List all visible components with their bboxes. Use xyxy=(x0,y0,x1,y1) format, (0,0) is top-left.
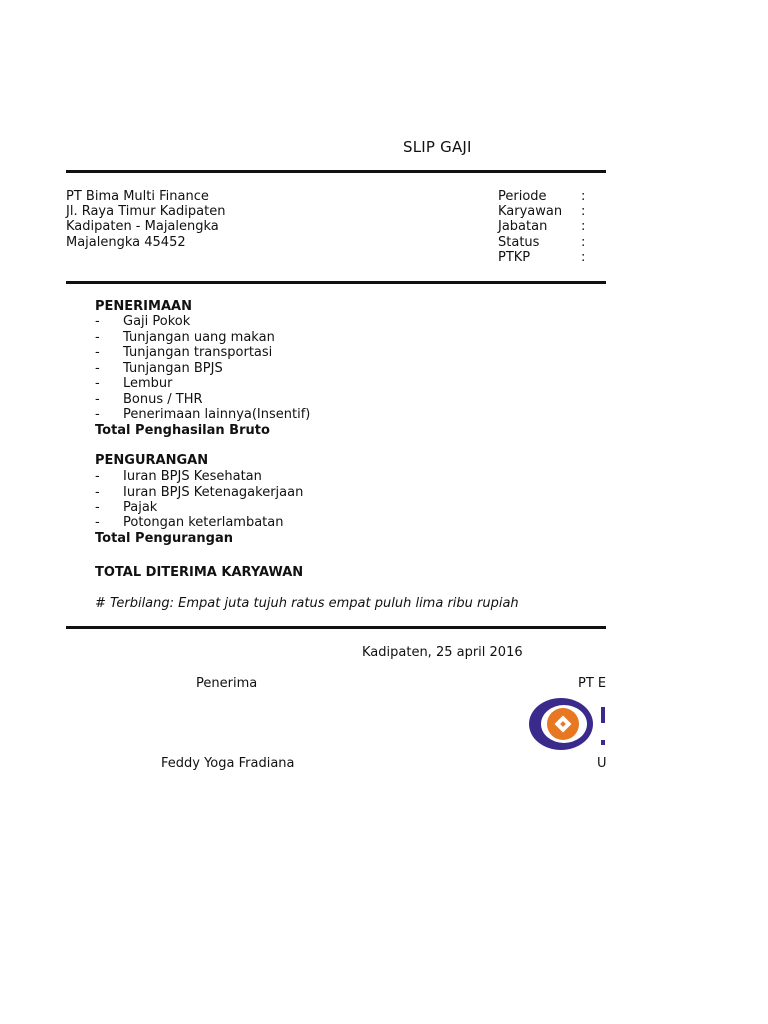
logo-wordmark-stroke xyxy=(601,707,605,723)
info-colon: : xyxy=(581,250,586,265)
earning-tunjangan-transportasi: Tunjangan transportasi xyxy=(123,345,273,360)
logo-wordmark-stroke xyxy=(601,740,605,745)
company-logo xyxy=(528,695,608,753)
info-colon: : xyxy=(581,235,586,250)
footer-divider xyxy=(66,626,606,629)
list-bullet: - xyxy=(95,500,100,515)
info-label-ptkp: PTKP xyxy=(498,250,531,265)
company-address-line3: Majalengka 45452 xyxy=(66,235,186,250)
earnings-total-label: Total Penghasilan Bruto xyxy=(95,423,270,438)
list-bullet: - xyxy=(95,376,100,391)
list-bullet: - xyxy=(95,392,100,407)
info-colon: : xyxy=(581,204,586,219)
info-colon: : xyxy=(581,219,586,234)
company-signature-label: PT E xyxy=(578,676,607,691)
top-divider xyxy=(66,170,606,173)
info-label-jabatan: Jabatan xyxy=(498,219,548,234)
document-title: SLIP GAJI xyxy=(403,138,472,156)
list-bullet: - xyxy=(95,330,100,345)
list-bullet: - xyxy=(95,407,100,422)
list-bullet: - xyxy=(95,485,100,500)
list-bullet: - xyxy=(95,515,100,530)
earning-tunjangan-makan: Tunjangan uang makan xyxy=(123,330,275,345)
earnings-heading: PENERIMAAN xyxy=(95,299,192,314)
receiver-label: Penerima xyxy=(196,676,258,691)
net-total-label: TOTAL DITERIMA KARYAWAN xyxy=(95,565,304,580)
earning-gaji-pokok: Gaji Pokok xyxy=(123,314,191,329)
earning-penerimaan-lainnya: Penerimaan lainnya(Insentif) xyxy=(123,407,311,422)
place-and-date: Kadipaten, 25 april 2016 xyxy=(362,645,523,660)
deduction-bpjs-kesehatan: Iuran BPJS Kesehatan xyxy=(123,469,262,484)
earning-bonus-thr: Bonus / THR xyxy=(123,392,203,407)
earning-tunjangan-bpjs: Tunjangan BPJS xyxy=(123,361,223,376)
deduction-bpjs-ketenagakerjaan: Iuran BPJS Ketenagakerjaan xyxy=(123,485,304,500)
info-label-status: Status xyxy=(498,235,540,250)
company-address-line1: Jl. Raya Timur Kadipaten xyxy=(66,204,226,219)
list-bullet: - xyxy=(95,345,100,360)
list-bullet: - xyxy=(95,469,100,484)
company-signer-name: U xyxy=(597,756,607,771)
list-bullet: - xyxy=(95,314,100,329)
deductions-heading: PENGURANGAN xyxy=(95,453,209,468)
header-divider xyxy=(66,281,606,284)
company-name: PT Bima Multi Finance xyxy=(66,189,209,204)
info-colon: : xyxy=(581,189,586,204)
deductions-total-label: Total Pengurangan xyxy=(95,531,233,546)
info-label-karyawan: Karyawan xyxy=(498,204,563,219)
deduction-pajak: Pajak xyxy=(123,500,158,515)
receiver-name: Feddy Yoga Fradiana xyxy=(161,756,295,771)
info-label-periode: Periode xyxy=(498,189,547,204)
list-bullet: - xyxy=(95,361,100,376)
amount-in-words: # Terbilang: Empat juta tujuh ratus empat puluh lima ribu rupiah xyxy=(95,596,519,611)
earning-lembur: Lembur xyxy=(123,376,173,391)
deduction-keterlambatan: Potongan keterlambatan xyxy=(123,515,284,530)
company-address-line2: Kadipaten - Majalengka xyxy=(66,219,219,234)
